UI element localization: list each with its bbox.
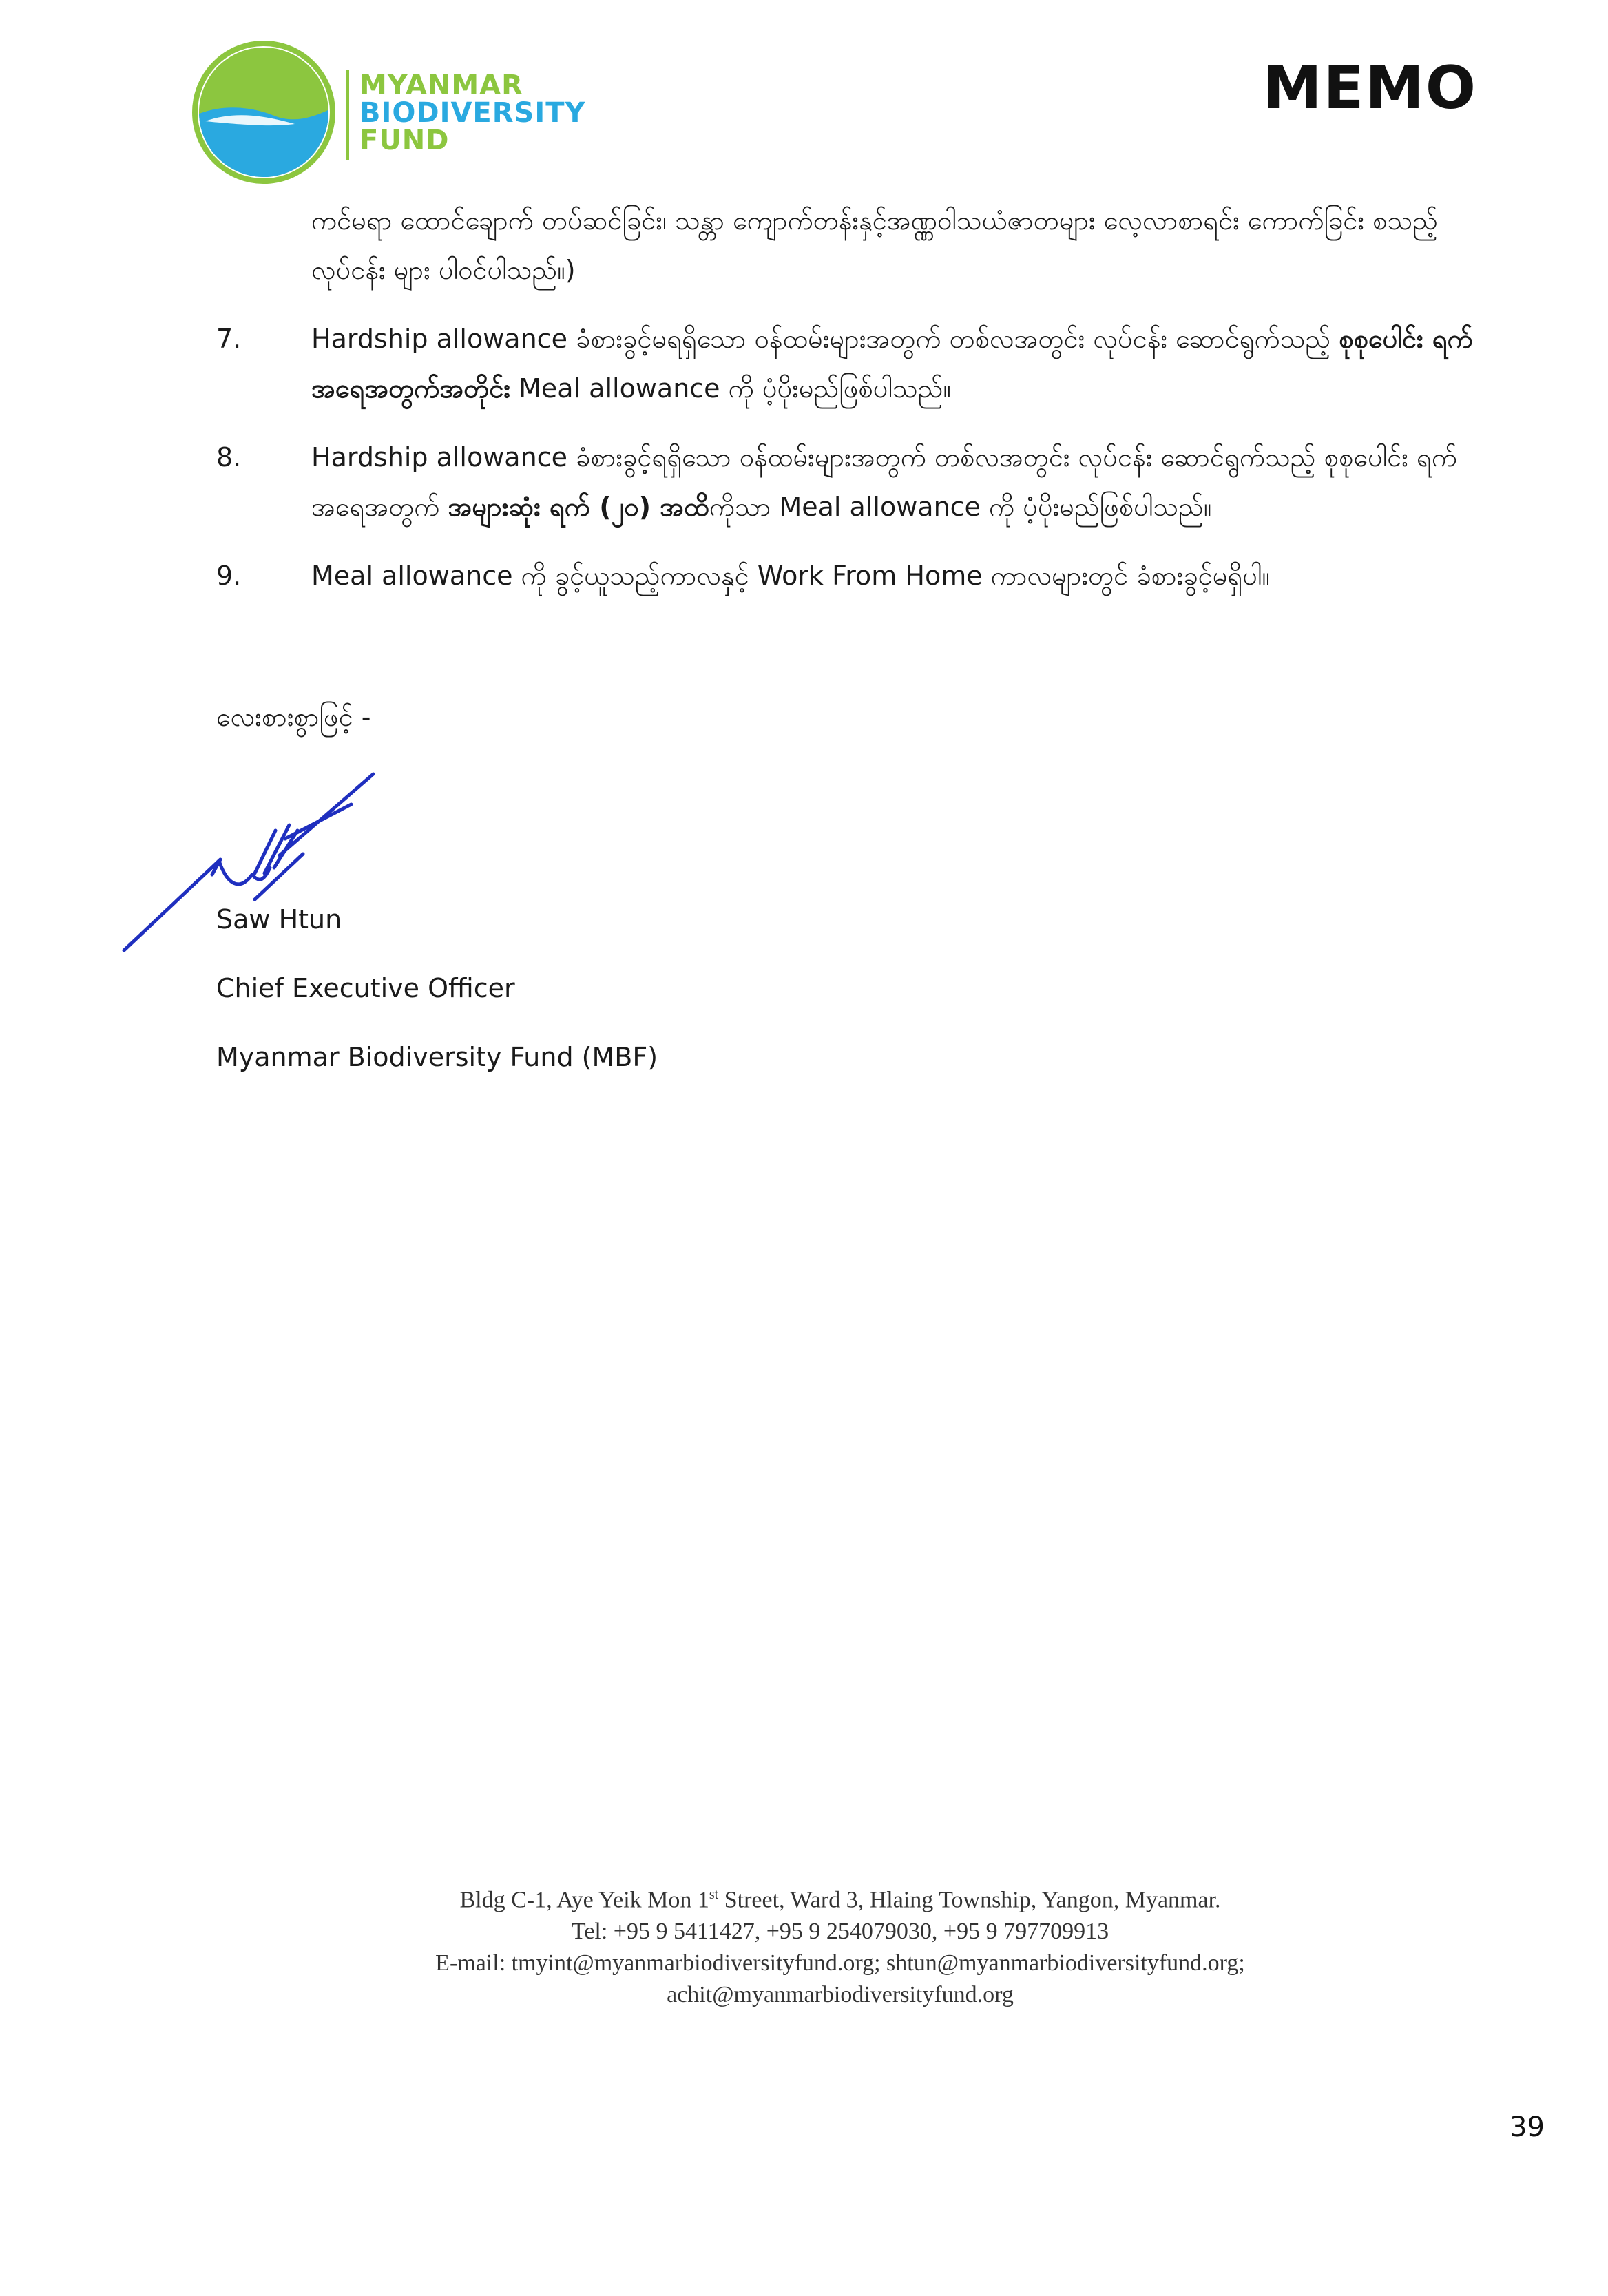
footer-contact — [289, 1879, 1391, 2011]
logo-divider — [346, 70, 349, 160]
footer-tel: Tel: +95 9 5411427, +95 9 254079030, +95 9 797709913 — [571, 1919, 1109, 1945]
continuation-paragraph: ကင်မရာ ထောင်ချောက် တပ်ဆင်ခြင်း၊ သန္တာ ကျောက်တန်းနှင့်အဏ္ဏဝါသယံဇာတများ လေ့လာစာရင်း ကောက်ခြင်း စသည့်လုပ်ငန်း များ ပါဝင်ပါသည်။) — [311, 205, 1438, 285]
list-item — [216, 314, 1476, 413]
logo-line-biodiversity: BIODIVERSITY — [359, 97, 586, 129]
item-text — [311, 551, 1476, 601]
list-item — [216, 432, 1476, 532]
item-text-part: ကိုသာ Meal allowance ကို ပံ့ပိုးမည်ဖြစ်ပါသည်။ — [709, 492, 1212, 522]
footer-address-part: Street, Ward 3, Hlaing Township, Yangon, Myanmar. — [718, 1887, 1221, 1913]
list-item — [216, 551, 1476, 601]
item-text — [311, 314, 1476, 413]
mbf-logo — [191, 40, 618, 185]
footer-address-part: Bldg C-1, Aye Yeik Mon 1 — [459, 1887, 709, 1913]
footer-address-sup: st — [709, 1887, 719, 1902]
logo-wordmark — [359, 72, 585, 154]
item-number: 7. — [216, 324, 242, 354]
logo-line-myanmar: MYANMAR — [359, 70, 523, 101]
signatory-organization: Myanmar Biodiversity Fund (MBF) — [216, 1042, 658, 1072]
closing-salutation: လေးစားစွာဖြင့် - — [216, 702, 371, 732]
footer-address — [289, 1879, 1391, 1916]
signatory-title: Chief Executive Officer — [216, 973, 515, 1003]
item-text-part: Meal allowance ကို ပံ့ပိုးမည်ဖြစ်ပါသည်။ — [510, 373, 952, 404]
footer-email-2: achit@myanmarbiodiversityfund.org — [667, 1982, 1014, 2008]
item-number: 9. — [216, 561, 242, 591]
page-number: 39 — [1510, 2111, 1545, 2143]
item-number: 8. — [216, 442, 242, 472]
item-text-bold: အများဆုံး ရက် (၂၀) အထိ — [448, 492, 709, 522]
item-text — [311, 432, 1476, 532]
logo-line-fund: FUND — [359, 125, 450, 156]
item-text-part: Hardship allowance ခံစားခွင့်မရရှိသော ဝန်ထမ်းများအတွက် တစ်လအတွင်း လုပ်ငန်း ဆောင်ရွက်သည့် — [311, 324, 1339, 354]
signatory-name: Saw Htun — [216, 904, 342, 935]
mbf-logo-emblem-icon — [191, 40, 336, 185]
footer-email: E-mail: tmyint@myanmarbiodiversityfund.org; shtun@myanmarbiodiversityfund.org; — [435, 1950, 1245, 1976]
item-text-bold: စုစုပေါင်း ရက်အရေအတွက်အတိုင်း — [311, 324, 1473, 404]
item-text-part: Hardship allowance ခံစားခွင့်ရရှိသော ဝန်ထမ်းများအတွက် တစ်လအတွင်း လုပ်ငန်း ဆောင်ရွက်သည့် စုစုပေါင်း ရက်အရေအတွက် — [311, 442, 1458, 522]
item-text-part: Meal allowance ကို ခွင့်ယူသည့်ကာလနှင့် Work From Home ကာလများတွင် ခံစားခွင့်မရှိပါ။ — [311, 561, 1270, 591]
memo-heading: MEMO — [1262, 54, 1477, 123]
